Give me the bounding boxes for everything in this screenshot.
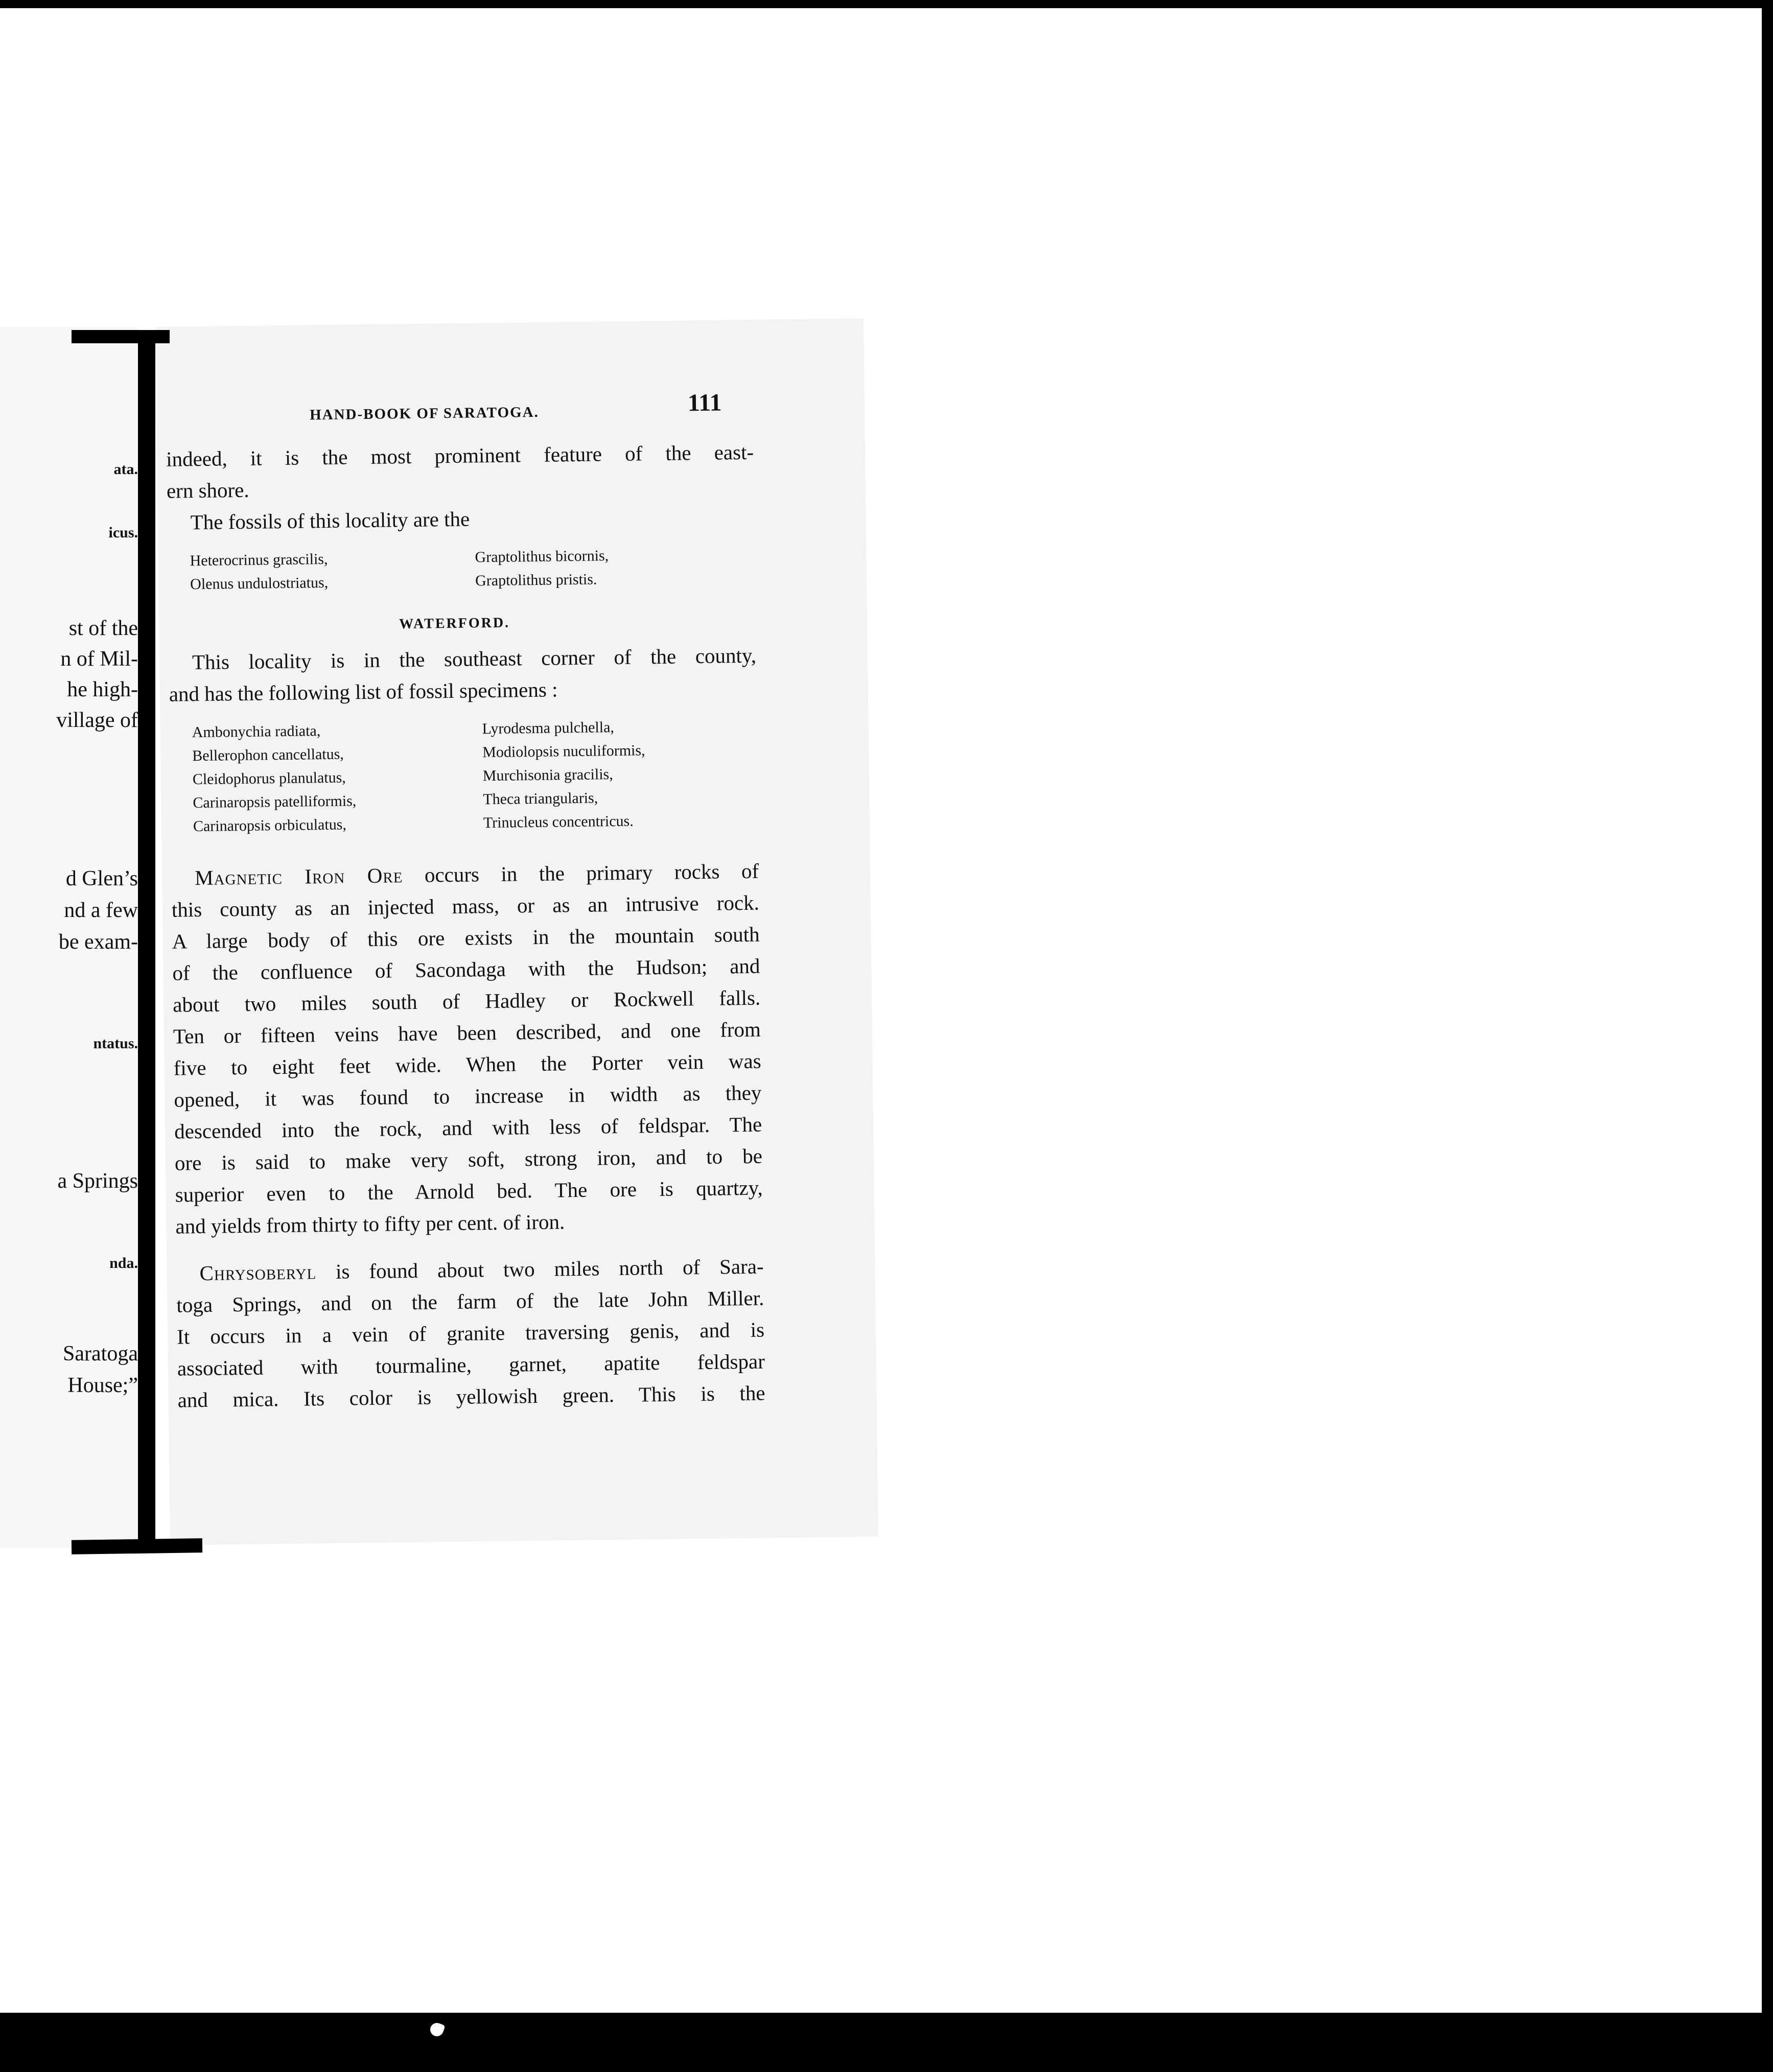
species-name: Graptolithus bicornis, [475,547,609,566]
species-name: Cleidophorus planulatus, [192,769,346,788]
text-line: indeed, it is the most prominent feature of the east- [166,440,754,471]
text-span: occurs in the primary rocks of [424,859,759,887]
left-fragment: ntatus. [93,1035,138,1052]
page-number: 111 [687,389,722,417]
text-line: about two miles south of Hadley or Rockwell falls. [172,985,761,1017]
text-line: and has the following list of fossil specimens : [169,677,558,706]
left-fragment: House;” [67,1374,138,1397]
binding-bracket-top [72,330,170,343]
fossil-list-left [190,548,328,596]
species-name: Lyrodesma pulchella, [482,719,615,738]
scan-border-top [0,0,1773,8]
species-name: Carinaropsis patelliformis, [193,792,357,812]
left-fragment: n of Mil- [60,647,138,671]
text-line: It occurs in a vein of granite traversing genis, and is [176,1317,765,1349]
text-line: of the confluence of Sacondaga with the Hudson; and [172,954,760,985]
fossil-list-right [482,715,646,835]
text-line: and yields from thirty to fifty per cent. of iron. [175,1210,565,1238]
left-fragment: be exam- [58,930,138,954]
species-name: Trinucleus concentricus. [483,812,634,832]
left-fragment: he high- [67,678,138,701]
magnetic-iron-ore-paragraph [171,855,763,1242]
text-line: ern shore. [166,478,249,503]
paragraph-lead: Chrysoberyl [199,1260,317,1285]
left-fragment: a Springs [57,1169,138,1193]
text-line: associated with tourmaline, garnet, apatite feldspar [177,1349,765,1380]
left-fragment: Saratoga [63,1342,138,1365]
text-line: five to eight feet wide. When the Porter vein was [173,1049,761,1080]
fossil-list-right [475,544,609,593]
left-fragment: st of the [68,617,138,640]
left-fragment: ata. [113,461,138,478]
species-name: Modiolopsis nuculiformis, [482,742,645,761]
left-fragment: nda. [109,1255,138,1272]
chrysoberyl-paragraph [176,1251,765,1416]
text-line: superior even to the Arnold bed. The ore is quartzy, [175,1175,763,1207]
book-page [155,318,878,1545]
species-name: Olenus undulostriatus, [190,574,329,593]
left-fragment: d Glen’s [65,867,138,890]
species-name: Bellerophon cancellatus, [192,745,344,765]
text-line: The fossils of this locality are the [190,507,470,534]
scan-border-right [1762,0,1773,2072]
left-fragment: icus. [108,524,138,541]
left-fragment: village of [56,709,138,732]
text-line: descended into the rock, and with less of feldspar. The [174,1112,762,1143]
left-page-fragment [0,327,138,1548]
binding-bracket [138,335,155,1550]
text-line: opened, it was found to increase in width as they [174,1080,762,1112]
species-name: Murchisonia gracilis, [482,766,613,785]
text-line: toga Springs, and on the farm of the late John Miller. [176,1286,764,1317]
running-header: HAND-BOOK OF SARATOGA. [309,404,539,423]
text-line: ore is said to make very soft, strong iron, and to be [174,1144,763,1175]
waterford-paragraph [169,640,757,710]
text-line: this county as an injected mass, or as an intrusive rock. [171,890,760,922]
binding-bracket-bottom [72,1538,202,1555]
species-name: Theca triangularis, [483,789,598,808]
text-line: and mica. Its color is yellowish green. This is the [177,1381,765,1412]
text-span: is found about two miles north of Sara- [335,1254,764,1283]
paragraph-lead: Magnetic Iron Ore [194,863,403,890]
species-name: Carinaropsis orbiculatus, [193,816,347,835]
hand-pointer-icon [428,2021,445,2038]
scan-border-bottom [0,2013,1773,2072]
species-name: Ambonychia radiata, [192,722,321,741]
species-name: Heterocrinus grascilis, [190,550,328,570]
left-fragment: nd a few [64,899,138,922]
intro-paragraph [166,436,755,538]
text-line: A large body of this ore exists in the mountain south [172,922,760,953]
species-name: Graptolithus pristis. [475,571,597,590]
fossil-list-left [192,719,357,838]
text-line: This locality is in the southeast corner of the county, [192,643,757,674]
section-title-waterford: WATERFORD. [399,615,510,632]
text-line: Ten or fifteen veins have been described, and one from [173,1017,761,1048]
